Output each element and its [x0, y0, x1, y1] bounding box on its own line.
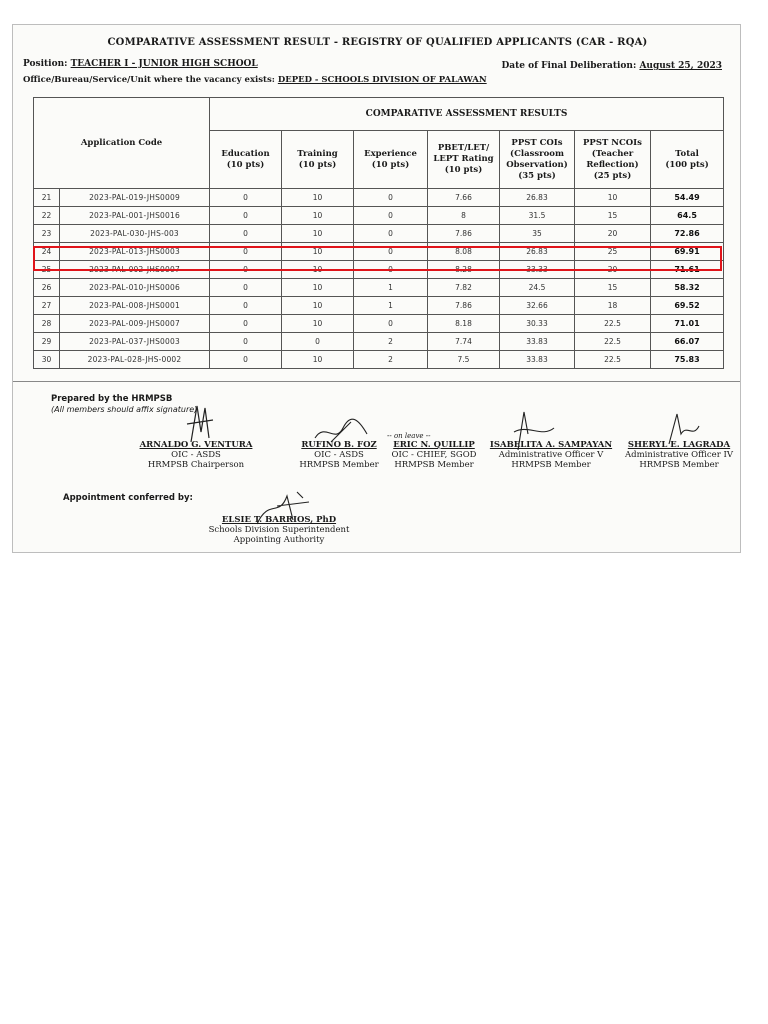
highlighted-row-box: [33, 246, 722, 271]
column-header-line: Reflection): [586, 159, 639, 170]
column-header-line: (35 pts): [518, 170, 556, 181]
column-header-line: (10 pts): [444, 165, 483, 175]
signatory-name: ARNALDO G. VENTURA: [139, 440, 253, 450]
cell-no: 29: [34, 333, 60, 351]
cell-total: 72.86: [651, 225, 724, 243]
cell-code: 2023-PAL-010-JHS0006: [60, 279, 210, 297]
cell-pbet: 8.28: [428, 261, 500, 279]
cell-coi: 26.83: [500, 189, 575, 207]
column-header: [651, 131, 724, 189]
cell-ncoi: 15: [575, 207, 651, 225]
cell-no: 28: [34, 315, 60, 333]
cell-training: 10: [282, 297, 354, 315]
table-row: [34, 189, 724, 207]
cell-education: 0: [210, 189, 282, 207]
cell-education: 0: [210, 351, 282, 369]
document-title: COMPARATIVE ASSESSMENT RESULT - REGISTRY OF QUALIFIED APPLICANTS (CAR - RQA): [107, 37, 648, 48]
appointing-authority: [189, 515, 369, 545]
cell-coi: 33.33: [500, 261, 575, 279]
cell-total: 75.83: [651, 351, 724, 369]
signatory-1: [125, 440, 267, 470]
signatory-title: Administrative Officer IV: [625, 450, 733, 460]
cell-pbet: 7.86: [428, 297, 500, 315]
signatory-title: OIC - ASDS: [314, 450, 364, 460]
cell-coi: 32.66: [500, 297, 575, 315]
column-header-line: (10 pts): [298, 159, 337, 170]
authority-name: ELSIE T. BARRIOS, PhD: [221, 515, 337, 525]
date-line: [501, 61, 722, 71]
cell-total: 64.5: [651, 207, 724, 225]
cell-no: 27: [34, 297, 60, 315]
table-row: [34, 225, 724, 243]
column-header-line: Experience: [364, 148, 417, 159]
in-lieu-note: -- on leave --: [387, 432, 431, 440]
signatory-4: [483, 440, 619, 470]
cell-experience: 0: [354, 261, 428, 279]
column-header-line: PPST COIs: [511, 137, 563, 148]
cell-coi: 33.83: [500, 351, 575, 369]
signatory-role: HRMPSB Chairperson: [147, 460, 245, 470]
cell-pbet: 7.82: [428, 279, 500, 297]
signatory-title: OIC - CHIEF, SGOD: [391, 450, 477, 460]
column-header-line: (25 pts): [593, 170, 632, 181]
column-header: [575, 131, 651, 189]
conferred-label: Appointment conferred by:: [63, 493, 193, 503]
cell-education: 0: [210, 279, 282, 297]
cell-education: 0: [210, 315, 282, 333]
signatory-title: OIC - ASDS: [171, 450, 221, 460]
cell-training: 0: [282, 333, 354, 351]
table-row: [34, 207, 724, 225]
column-header-line: Education: [221, 148, 270, 159]
signature-mark: [183, 402, 223, 444]
cell-training: 10: [282, 225, 354, 243]
position-label: Position:: [23, 59, 68, 69]
cell-ncoi: 22.5: [575, 351, 651, 369]
authority-role: Appointing Authority: [233, 535, 325, 545]
column-header: [282, 131, 354, 189]
table-row: [34, 351, 724, 369]
column-header: [354, 131, 428, 189]
table-row: [34, 315, 724, 333]
column-header-line: (10 pts): [371, 159, 410, 170]
signatory-role: HRMPSB Member: [299, 460, 379, 470]
cell-total: 66.07: [651, 333, 724, 351]
affix-note: (All members should affix signature): [51, 405, 198, 414]
column-header-line: PPST NCOIs: [583, 137, 642, 148]
table-row: [34, 279, 724, 297]
cell-pbet: 7.74: [428, 333, 500, 351]
cell-training: 10: [282, 279, 354, 297]
office-label: Office/Bureau/Service/Unit where the vacancy exists:: [23, 75, 275, 85]
cell-ncoi: 18: [575, 297, 651, 315]
application-code-header: Application Code: [34, 98, 210, 189]
cell-training: 10: [282, 243, 354, 261]
cell-coi: 33.83: [500, 333, 575, 351]
cell-pbet: 8.18: [428, 315, 500, 333]
cell-education: 0: [210, 261, 282, 279]
cell-no: 23: [34, 225, 60, 243]
cell-total: 71.61: [651, 261, 724, 279]
results-table: [33, 97, 724, 369]
cell-training: 10: [282, 315, 354, 333]
column-header-line: (Classroom: [510, 148, 564, 159]
document-page: [12, 24, 741, 553]
cell-ncoi: 25: [575, 243, 651, 261]
cell-experience: 0: [354, 315, 428, 333]
date-label: Date of Final Deliberation:: [501, 61, 637, 71]
cell-no: 30: [34, 351, 60, 369]
table-row: [34, 333, 724, 351]
signatory-name: RUFINO B. FOZ: [301, 440, 377, 450]
cell-code: 2023-PAL-037-JHS0003: [60, 333, 210, 351]
cell-experience: 1: [354, 279, 428, 297]
column-header-line: PBET/LET/: [437, 143, 490, 153]
cell-total: 71.01: [651, 315, 724, 333]
cell-total: 69.91: [651, 243, 724, 261]
column-header-line: (10 pts): [226, 159, 265, 170]
column-header: [210, 131, 282, 189]
cell-no: 25: [34, 261, 60, 279]
cell-experience: 0: [354, 207, 428, 225]
cell-experience: 0: [354, 243, 428, 261]
date-value: August 25, 2023: [639, 61, 722, 71]
signatory-3: [383, 440, 485, 470]
group-header: COMPARATIVE ASSESSMENT RESULTS: [210, 98, 724, 131]
cell-code: 2023-PAL-001-JHS0016: [60, 207, 210, 225]
cell-experience: 2: [354, 351, 428, 369]
cell-pbet: 8.08: [428, 243, 500, 261]
cell-ncoi: 22.5: [575, 315, 651, 333]
column-header-line: (Teacher: [591, 148, 634, 159]
cell-code: 2023-PAL-030-JHS-003: [60, 225, 210, 243]
column-header: [500, 131, 575, 189]
cell-ncoi: 22.5: [575, 333, 651, 351]
table-row: [34, 297, 724, 315]
cell-total: 58.32: [651, 279, 724, 297]
cell-code: 2023-PAL-009-JHS0007: [60, 315, 210, 333]
cell-no: 24: [34, 243, 60, 261]
column-header: [428, 131, 500, 189]
cell-no: 26: [34, 279, 60, 297]
cell-code: 2023-PAL-019-JHS0009: [60, 189, 210, 207]
cell-education: 0: [210, 333, 282, 351]
cell-coi: 31.5: [500, 207, 575, 225]
signatory-name: ISABELITA A. SAMPAYAN: [489, 440, 613, 450]
cell-training: 10: [282, 189, 354, 207]
cell-total: 54.49: [651, 189, 724, 207]
office-value: DEPED - SCHOOLS DIVISION OF PALAWAN: [277, 75, 487, 85]
signatory-title: Administrative Officer V: [498, 450, 604, 460]
cell-education: 0: [210, 297, 282, 315]
position-line: [23, 59, 258, 69]
cell-education: 0: [210, 207, 282, 225]
prepared-by: Prepared by the HRMPSB: [51, 394, 173, 404]
cell-ncoi: 15: [575, 279, 651, 297]
signatory-role: HRMPSB Member: [394, 460, 474, 470]
column-header-line: Observation): [506, 159, 568, 170]
cell-code: 2023-PAL-013-JHS0003: [60, 243, 210, 261]
cell-pbet: 8: [428, 207, 500, 225]
cell-no: 21: [34, 189, 60, 207]
cell-pbet: 7.5: [428, 351, 500, 369]
cell-education: 0: [210, 243, 282, 261]
office-line: [23, 75, 487, 85]
column-header-line: Training: [297, 148, 338, 159]
authority-title: Schools Division Superintendent: [208, 525, 350, 535]
signatory-5: [617, 440, 741, 470]
cell-ncoi: 10: [575, 189, 651, 207]
cell-total: 69.52: [651, 297, 724, 315]
cell-code: 2023-PAL-008-JHS0001: [60, 297, 210, 315]
column-header-line: LEPT Rating: [433, 154, 494, 164]
cell-coi: 26.83: [500, 243, 575, 261]
cell-pbet: 7.86: [428, 225, 500, 243]
cell-experience: 0: [354, 225, 428, 243]
cell-experience: 0: [354, 189, 428, 207]
cell-training: 10: [282, 261, 354, 279]
signatory-role: HRMPSB Member: [511, 460, 591, 470]
signatory-name: SHERYL E. LAGRADA: [627, 440, 731, 450]
cell-no: 22: [34, 207, 60, 225]
cell-ncoi: 20: [575, 225, 651, 243]
cell-experience: 2: [354, 333, 428, 351]
signature-panel: [13, 381, 741, 553]
signatory-2: [289, 440, 389, 470]
cell-experience: 1: [354, 297, 428, 315]
cell-training: 10: [282, 207, 354, 225]
cell-ncoi: 20: [575, 261, 651, 279]
column-header-line: Total: [675, 148, 699, 159]
column-header-line: (100 pts): [665, 159, 709, 170]
signatory-role: HRMPSB Member: [639, 460, 719, 470]
signatory-name: ERIC N. QUILLIP: [393, 440, 475, 450]
cell-training: 10: [282, 351, 354, 369]
cell-code: 2023-PAL-028-JHS-0002: [60, 351, 210, 369]
cell-coi: 24.5: [500, 279, 575, 297]
cell-coi: 35: [500, 225, 575, 243]
cell-code: 2023-PAL-002-JHS0007: [60, 261, 210, 279]
cell-education: 0: [210, 225, 282, 243]
cell-coi: 30.33: [500, 315, 575, 333]
cell-pbet: 7.66: [428, 189, 500, 207]
position-value: TEACHER I - JUNIOR HIGH SCHOOL: [70, 59, 258, 69]
